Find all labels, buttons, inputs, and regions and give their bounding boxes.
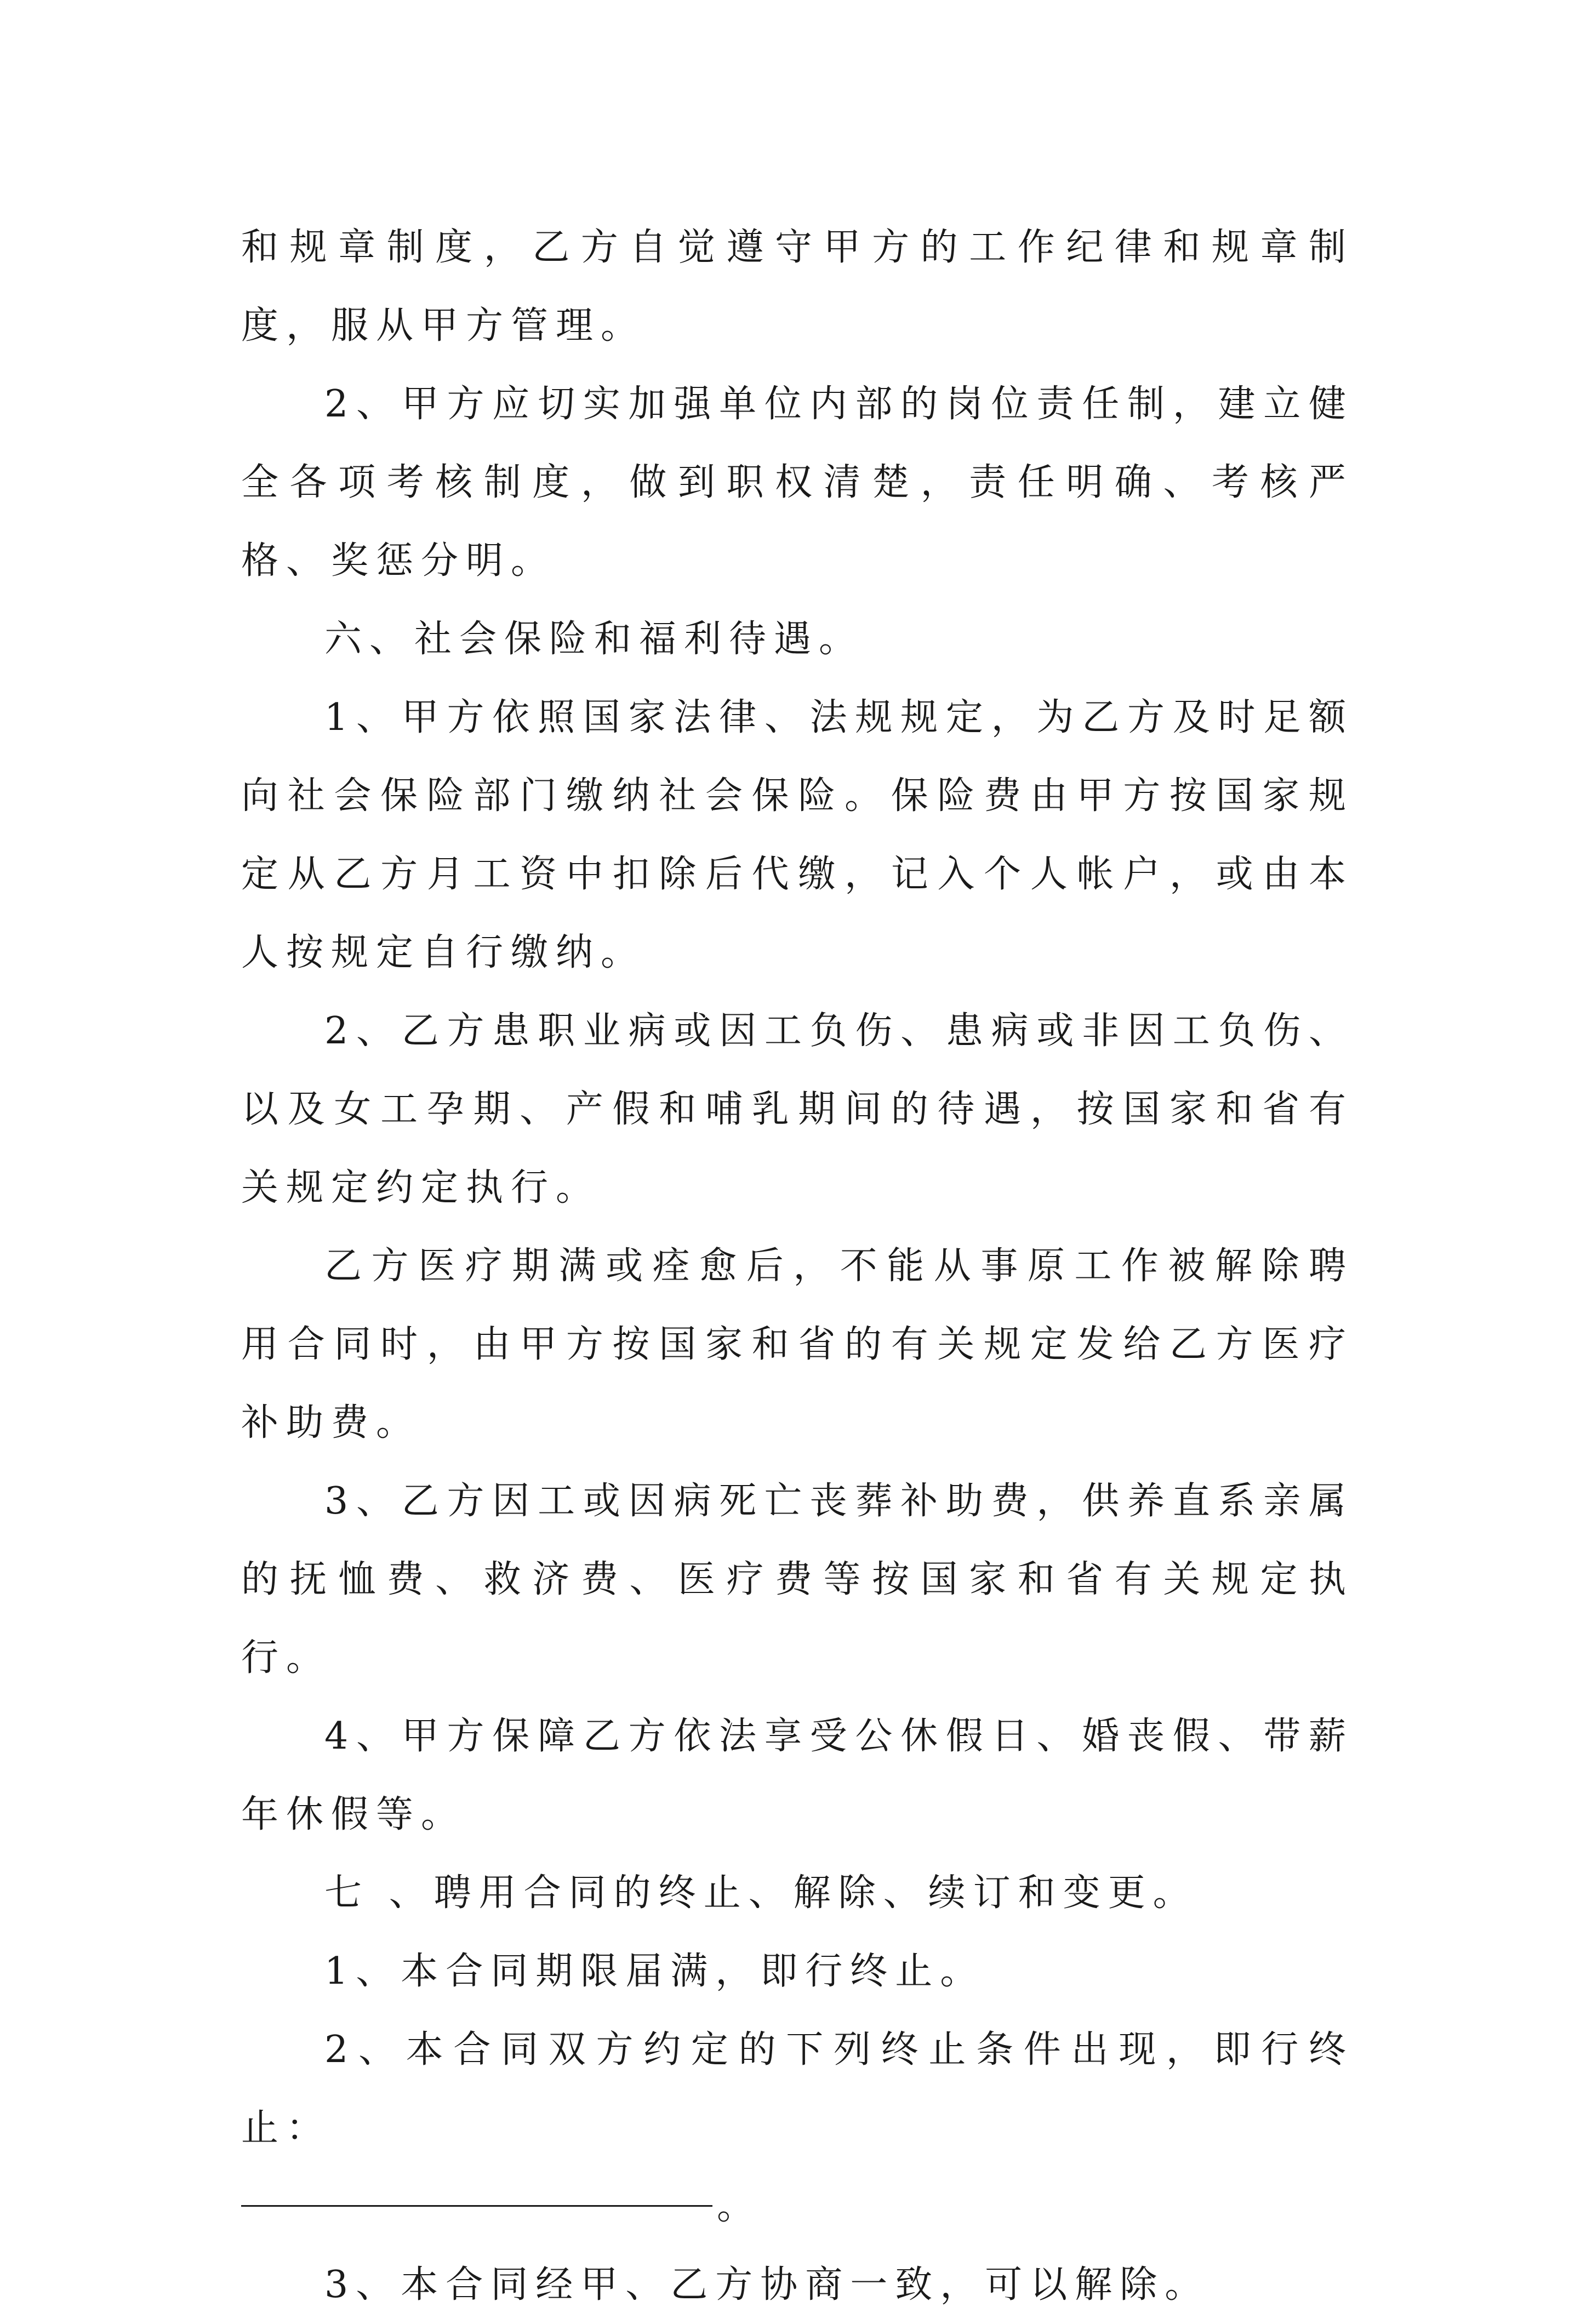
paragraph-paid-leave: 4、甲方保障乙方依法享受公休假日、婚丧假、带薪年休假等。 [241,1715,1354,1836]
blank-line-period: 。 [717,2185,762,2228]
paragraph-responsibility-system: 2、甲方应切实加强单位内部的岗位责任制，建立健全各项考核制度，做到职权清楚，责任明确、考核严格、奖惩分明。 [241,382,1354,583]
paragraph-termination-conditions: 2、本合同双方约定的下列终止条件出现，即行终止： [241,2028,1354,2150]
heading-contract-termination: 七 、聘用合同的终止、解除、续订和变更。 [324,1871,1198,1915]
paragraph-rules-compliance: 和规章制度，乙方自觉遵守甲方的工作纪律和规章制度，服从甲方管理。 [241,226,1354,347]
paragraph-occupational-illness: 2、乙方患职业病或因工负伤、患病或非因工负伤、以及女工孕期、产假和哺乳期间的待遇，按国家和省有关规定约定执行。 [241,1009,1354,1209]
paragraph-medical-subsidy: 乙方医疗期满或痊愈后，不能从事原工作被解除聘用合同时，由甲方按国家和省的有关规定发给乙方医疗补助费。 [241,1244,1354,1444]
paragraph-term-expiry: 1、本合同期限届满，即行终止。 [324,1950,985,1993]
paragraph-blank-condition [241,2167,1354,2246]
paragraph-insurance-payment: 1、甲方依照国家法律、法规规定，为乙方及时足额向社会保险部门缴纳社会保险。保险费由甲方按国家规定从乙方月工资中扣除后代缴，记入个人帐户，或由本人按规定自行缴纳。 [241,696,1354,974]
blank-fill-line [241,2205,712,2207]
heading-social-insurance: 六、社会保险和福利待遇。 [324,618,864,661]
document-body [241,208,1354,2324]
paragraph-mutual-dissolution: 3、本合同经甲、乙方协商一致，可以解除。 [324,2263,1210,2306]
paragraph-funeral-subsidy: 3、乙方因工或因病死亡丧葬补助费，供养直系亲属的抚恤费、救济费、医疗费等按国家和省有关规定执行。 [241,1480,1354,1680]
